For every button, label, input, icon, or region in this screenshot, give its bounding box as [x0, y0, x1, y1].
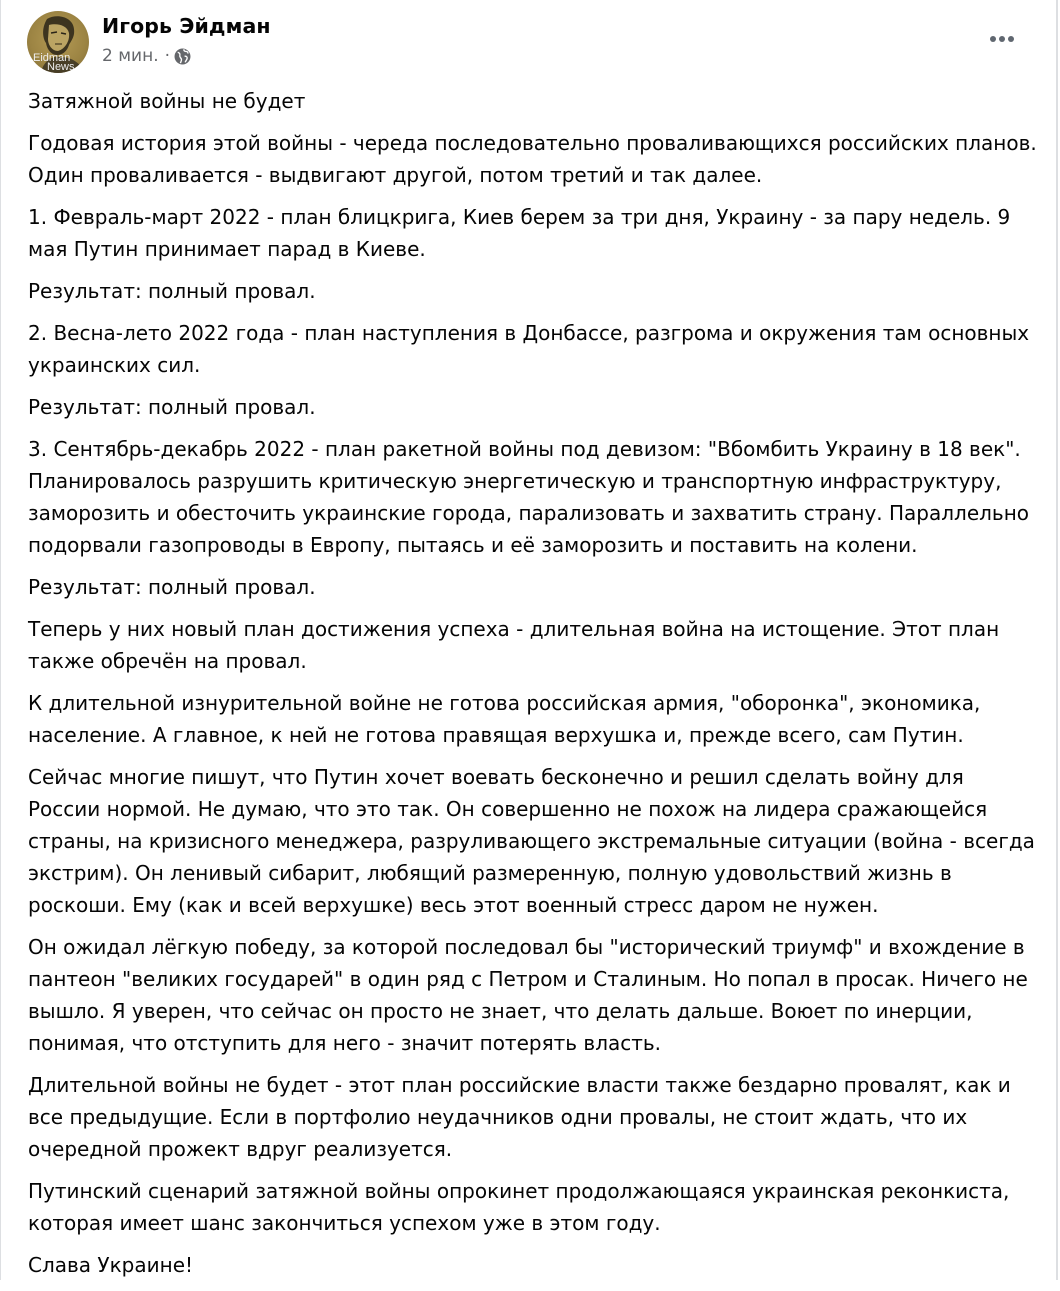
- post-header: [27, 11, 1036, 75]
- avatar-label-eidman: Eidman: [33, 52, 71, 64]
- post-timestamp[interactable]: 2 мин.: [102, 46, 159, 66]
- globe-icon[interactable]: [174, 48, 191, 65]
- author-name[interactable]: Игорь Эйдман: [102, 14, 271, 38]
- post-title-paragraph: Затяжной войны не будет: [28, 89, 306, 113]
- post-paragraph: Результат: полный провал.: [28, 279, 316, 303]
- post-closing-paragraph: Слава Украине!: [28, 1253, 194, 1277]
- post-paragraph: 3. Сентябрь-декабрь 2022 - план ракетной войны под девизом: "Вбомбить Украину в 18 век". Планировалось разрушить критическую энергетическую и транспортную инфраструктуру, заморозить и обесточить украинские города, парализовать и захватить страну. Параллельно подорвали газопроводы в Европу, пытаясь и её заморозить и поставить на колени.: [28, 437, 1030, 557]
- post-paragraph: Длительной войны не будет - этот план российские власти также бездарно провалят, как и все предыдущие. Если в портфолио неудачников одни провалы, не стоит ждать, что их очередной прожект вдруг реализуется.: [28, 1073, 1011, 1161]
- avatar-portrait-icon: [27, 11, 89, 73]
- post-paragraph: Он ожидал лёгкую победу, за которой последовал бы "исторический триумф" и вхождение в пантеон "великих государей" в один ряд с Петром и Сталиным. Но попал в просак. Ничего не вышло. Я уверен, что сейчас он просто не знает, что делать дальше. Воюет по инерции, понимая, что отступить для него - значит потерять власть.: [28, 935, 1028, 1055]
- post-paragraph: Сейчас многие пишут, что Путин хочет воевать бесконечно и решил сделать войну для России нормой. Не думаю, что это так. Он совершенно не похож на лидера сражающейся страны, на кризисного менеджера, разруливающего экстремальные ситуации (война - всегда экстрим). Он ленивый сибарит, любящий размеренную, полную удовольствий жизнь в роскоши. Ему (как и всей верхушке) весь этот военный стресс даром не нужен.: [28, 765, 1035, 917]
- post-paragraph: 2. Весна-лето 2022 года - план наступления в Донбассе, разгрома и окружения там основных украинских сил.: [28, 321, 1030, 377]
- meta-separator: ·: [164, 46, 171, 66]
- avatar-label-news: News: [47, 61, 75, 73]
- more-options-icon-dot: [999, 36, 1005, 42]
- post-paragraph: 1. Февраль-март 2022 - план блицкрига, Киев берем за три дня, Украину - за пару недель. 9 мая Путин принимает парад в Киеве.: [28, 205, 1011, 261]
- post-paragraph: Результат: полный провал.: [28, 575, 316, 599]
- post-paragraph: Путинский сценарий затяжной войны опрокинет продолжающаяся украинская реконкиста, которая имеет шанс закончиться успехом уже в этом году.: [28, 1179, 1010, 1235]
- post-body: [28, 85, 1040, 1291]
- more-options-button[interactable]: [984, 27, 1020, 51]
- more-options-icon-dot: [1008, 36, 1014, 42]
- post-paragraph: Годовая история этой войны - череда последовательно проваливающихся российских планов. Один проваливается - выдвигают другой, потом третий и так далее.: [28, 131, 1037, 187]
- more-options-icon-dot: [990, 36, 996, 42]
- post-paragraph: К длительной изнурительной войне не готова российская армия, "оборонка", экономика, население. А главное, к ней не готова правящая верхушка и, прежде всего, сам Путин.: [28, 691, 981, 747]
- author-avatar[interactable]: [27, 11, 89, 73]
- post-meta: [102, 46, 191, 66]
- post-paragraph: Результат: полный провал.: [28, 395, 316, 419]
- post-paragraph: Теперь у них новый план достижения успеха - длительная война на истощение. Этот план также обречён на провал.: [28, 617, 1000, 673]
